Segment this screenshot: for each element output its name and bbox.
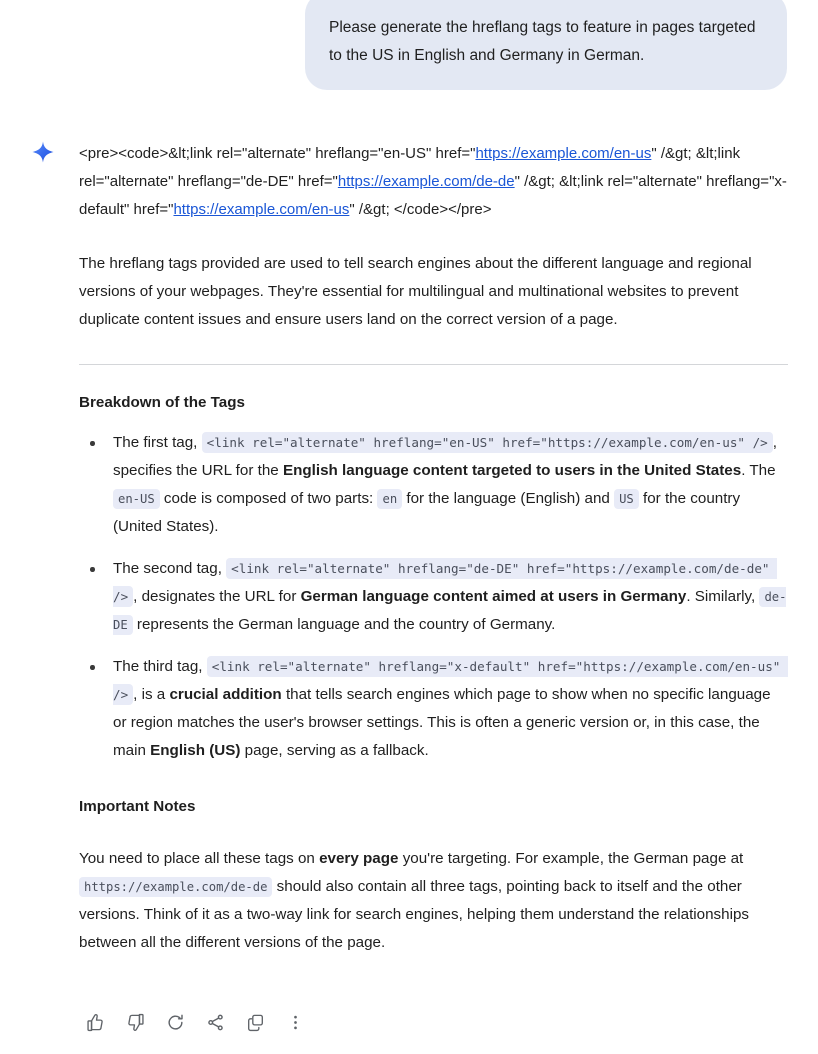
example-link-de-de[interactable]: https://example.com/de-de (337, 173, 515, 190)
bullet-1-bold-1: English language content targeted to users in the United States (282, 462, 742, 479)
bullet-3-after-code: , is a (133, 686, 170, 703)
bullet-1-code-us: US (614, 489, 639, 509)
bullet-2-bold-1: German language content aimed at users in Germany (300, 588, 687, 605)
list-item (79, 429, 788, 541)
bullet-1-mid-3: for the language (English) and (402, 490, 615, 507)
bullet-2-mid-1: . Similarly, (686, 588, 760, 605)
sparkle-icon (31, 140, 55, 164)
raw-code-prefix: <pre><code>&lt;link rel="alternate" hreflang="en-US" href=" (79, 145, 476, 162)
bullet-2-lead: The second tag, (113, 560, 222, 577)
bullet-3-tail: page, serving as a fallback. (240, 742, 429, 759)
assistant-response-turn (0, 128, 818, 957)
bullet-3-bold-1: crucial addition (169, 686, 282, 703)
more-options-icon[interactable] (279, 1006, 311, 1038)
raw-code-suffix: " /&gt; </code></pre> (349, 201, 492, 218)
list-item (79, 555, 788, 639)
response-action-bar (79, 1006, 311, 1038)
bullet-2-code-dede: de-DE (113, 587, 786, 635)
breakdown-list (79, 429, 788, 765)
user-message-bubble: Please generate the hreflang tags to feature in pages targeted to the US in English and Germany in German. (305, 0, 787, 90)
bullet-3-bold-2: English (US) (150, 742, 241, 759)
notes-text-1: You need to place all these tags on (79, 850, 320, 867)
notes-code-de-de-url: https://example.com/de-de (79, 877, 272, 897)
bullet-1-lead: The first tag, (113, 434, 198, 451)
thumb-down-icon[interactable] (119, 1006, 151, 1038)
intro-paragraph: The hreflang tags provided are used to tell search engines about the different language and regional versions of your webpages. They're essential for multilingual and multinational websites to prevent duplicate content issues and ensure users land on the correct version of a page. (79, 255, 752, 328)
breakdown-heading: Breakdown of the Tags (79, 394, 245, 411)
important-notes-heading: Important Notes (79, 798, 196, 815)
bullet-2-code-tag: <link rel="alternate" hreflang="de-DE" href="https://example.com/de-de" /> (113, 558, 777, 607)
bullet-2-after-code: , designates the URL for (133, 588, 301, 605)
raw-code-mid-2: " /&gt; &lt;link rel="alternate" hreflang="x-default" href=" (79, 173, 787, 218)
share-icon[interactable] (199, 1006, 231, 1038)
user-message-turn (305, 0, 787, 90)
raw-code-mid-1: " /&gt; &lt;link rel="alternate" hreflang="de-DE" href=" (79, 145, 741, 190)
bullet-2-tail: represents the German language and the country of Germany. (132, 616, 556, 633)
example-link-en-us-1[interactable]: https://example.com/en-us (475, 145, 652, 162)
assistant-response-body (79, 140, 788, 957)
bullet-1-code-tag: <link rel="alternate" hreflang="en-US" href="https://example.com/en-us" /> (202, 432, 773, 453)
bullet-1-after-code: , specifies the URL for the (113, 434, 777, 479)
bullet-3-lead: The third tag, (113, 658, 203, 675)
bullet-1-mid-2: code is composed of two parts: (159, 490, 378, 507)
section-divider (79, 364, 788, 365)
list-item (79, 653, 788, 765)
thumb-up-icon[interactable] (79, 1006, 111, 1038)
bullet-1-mid-1: . The (741, 462, 776, 479)
important-notes-paragraph (79, 845, 788, 957)
notes-text-3: should also contain all three tags, pointing back to itself and the other versions. Think of it as a two-way link for search engines, helping them understand the relationships between all the different versions of the page. (79, 878, 750, 951)
example-link-en-us-2[interactable]: https://example.com/en-us (173, 201, 350, 218)
bullet-1-code-enus: en-US (113, 489, 160, 509)
bullet-3-mid-1: that tells search engines which page to show when no specific language or region matches the user's browser settings. This is often a generic version or, in this case, the main (113, 686, 771, 759)
bullet-1-tail: for the country (United States). (113, 490, 741, 535)
raw-code-output (79, 140, 788, 224)
notes-bold-1: every page (319, 850, 399, 867)
refresh-icon[interactable] (159, 1006, 191, 1038)
copy-icon[interactable] (239, 1006, 271, 1038)
bullet-1-code-en: en (377, 489, 402, 509)
notes-text-2: you're targeting. For example, the German page at (398, 850, 744, 867)
bullet-3-code-tag: <link rel="alternate" hreflang="x-default" href="https://example.com/en-us" /> (113, 656, 788, 705)
